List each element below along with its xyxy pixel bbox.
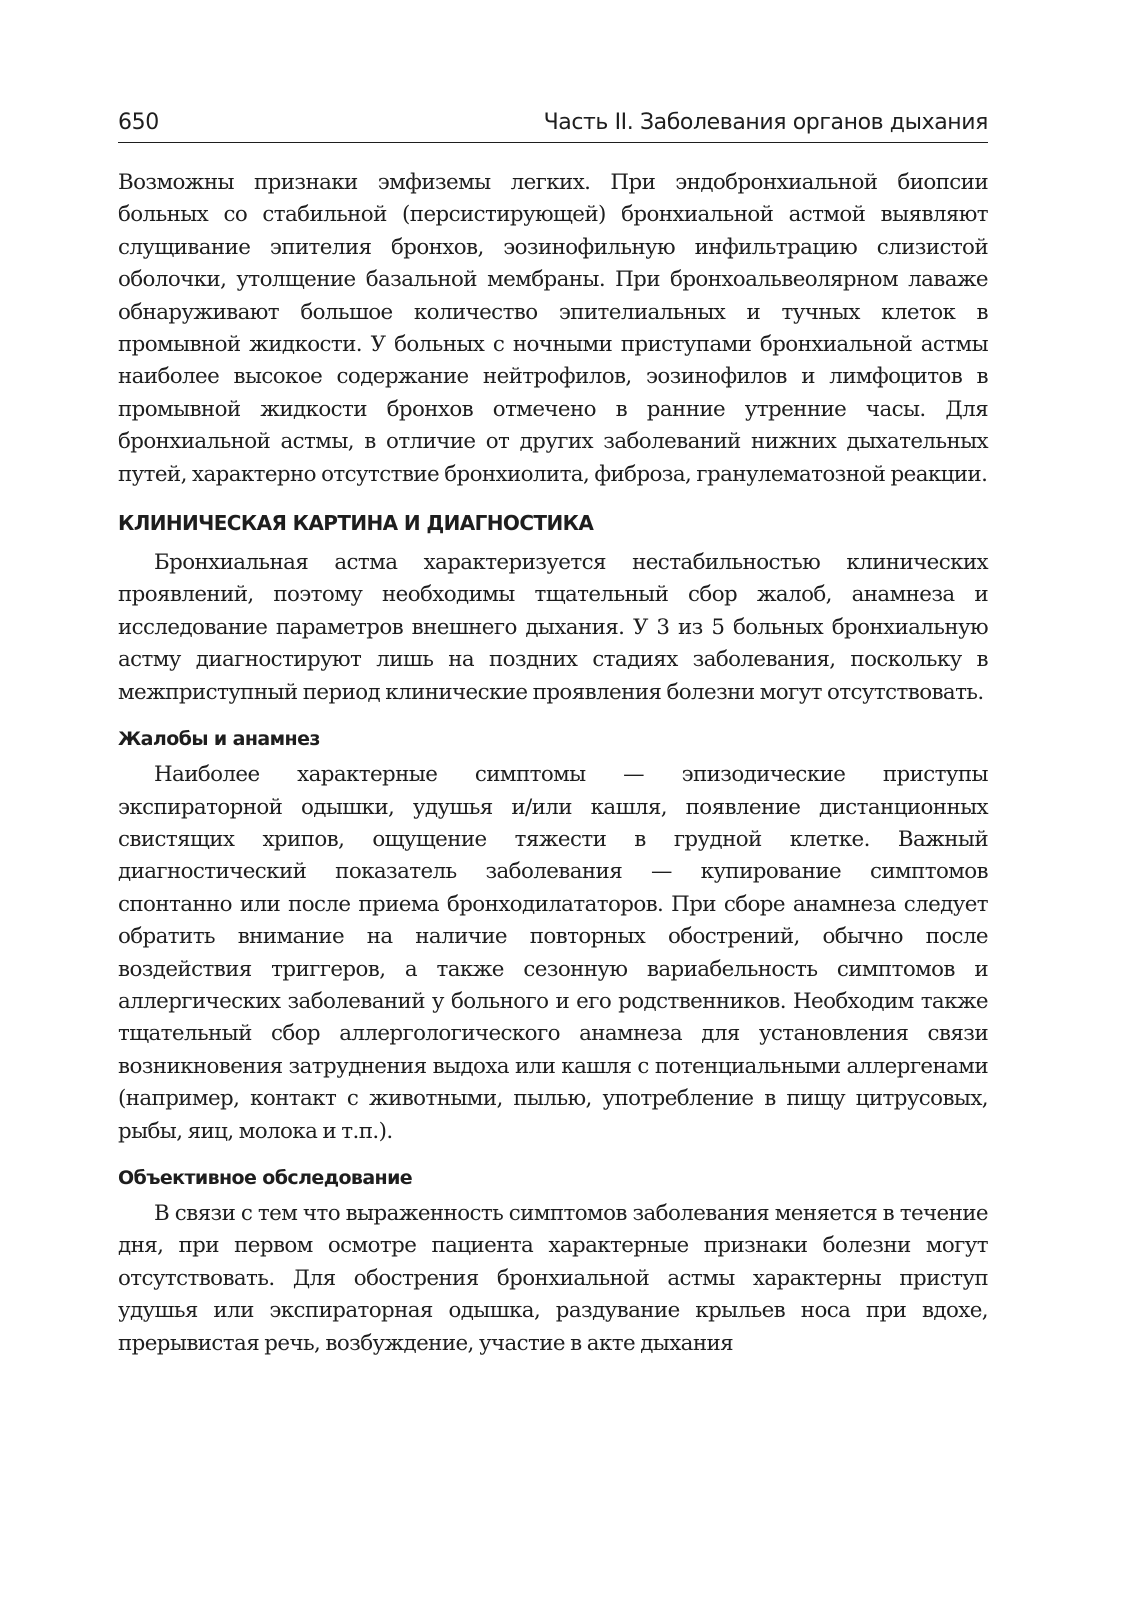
section-paragraph: Бронхиальная астма характеризуется нестабильностью клинических проявлений, поэтому необходимы тщательный сбор жалоб, анамнеза и исследование параметров внешнего дыхания. У 3 из 5 больных бронхиальную астму диагностируют лишь на поздних стадиях заболевания, поскольку в межприступный период клинические проявления болезни могут отсутствовать. [118, 550, 988, 705]
running-head [118, 108, 988, 143]
running-title: Часть II. Заболевания органов дыхания [543, 110, 988, 135]
book-page [118, 108, 988, 1360]
exam-paragraph: В связи с тем что выраженность симптомов заболевания меняется в течение дня, при первом осмотре пациента характерные признаки болезни могут отсутствовать. Для обострения бронхиальной астмы характерны приступ удушья или экспираторная одышка, раздувание крыльев носа при вдохе, прерывистая речь, возбуждение, участие в акте дыхания [118, 1200, 988, 1356]
subsection-heading-exam: Объективное обследование [118, 1166, 413, 1189]
section-heading: КЛИНИЧЕСКАЯ КАРТИНА И ДИАГНОСТИКА [118, 511, 594, 536]
complaints-paragraph: Наиболее характерные симптомы — эпизодические приступы экспираторной одышки, удушья и/или кашля, появление дистанционных свистящих хрипов, ощущение тяжести в грудной клетке. Важный диагностический показатель заболевания — купирование симптомов спонтанно или после приема бронходилататоров. При сборе анамнеза следует обратить внимание на наличие повторных обострений, обычно после воздействия триггеров, а также сезонную вариабельность симптомов и аллергических заболеваний у больного и его родственников. Необходим также тщательный сбор аллергологического анамнеза для установления связи возникновения затруднения выдоха или кашля с потенциальными аллергенами (например, контакт с животными, пылью, употребление в пищу цитрусовых, рыбы, яиц, молока и т.п.). [118, 762, 988, 1144]
intro-paragraph: Возможны признаки эмфиземы легких. При эндобронхиальной биопсии больных со стабильной (персистирующей) бронхиальной астмой выявляют слущивание эпителия бронхов, эозинофильную инфильтрацию слизистой оболочки, утолщение базальной мембраны. При бронхоальвеолярном лаваже обнаруживают большое количество эпителиальных и тучных клеток в промывной жидкости. У больных с ночными приступами бронхиальной астмы наиболее высокое содержание нейтрофилов, эозинофилов и лимфоцитов в промывной жидкости бронхов отмечено в ранние утренние часы. Для бронхиальной астмы, в отличие от других заболеваний нижних дыхательных путей, характерно отсутствие бронхиолита, фиброза, гранулематозной реакции. [118, 170, 988, 487]
subsection-heading-complaints: Жалобы и анамнез [118, 728, 320, 751]
page-number: 650 [118, 110, 159, 135]
